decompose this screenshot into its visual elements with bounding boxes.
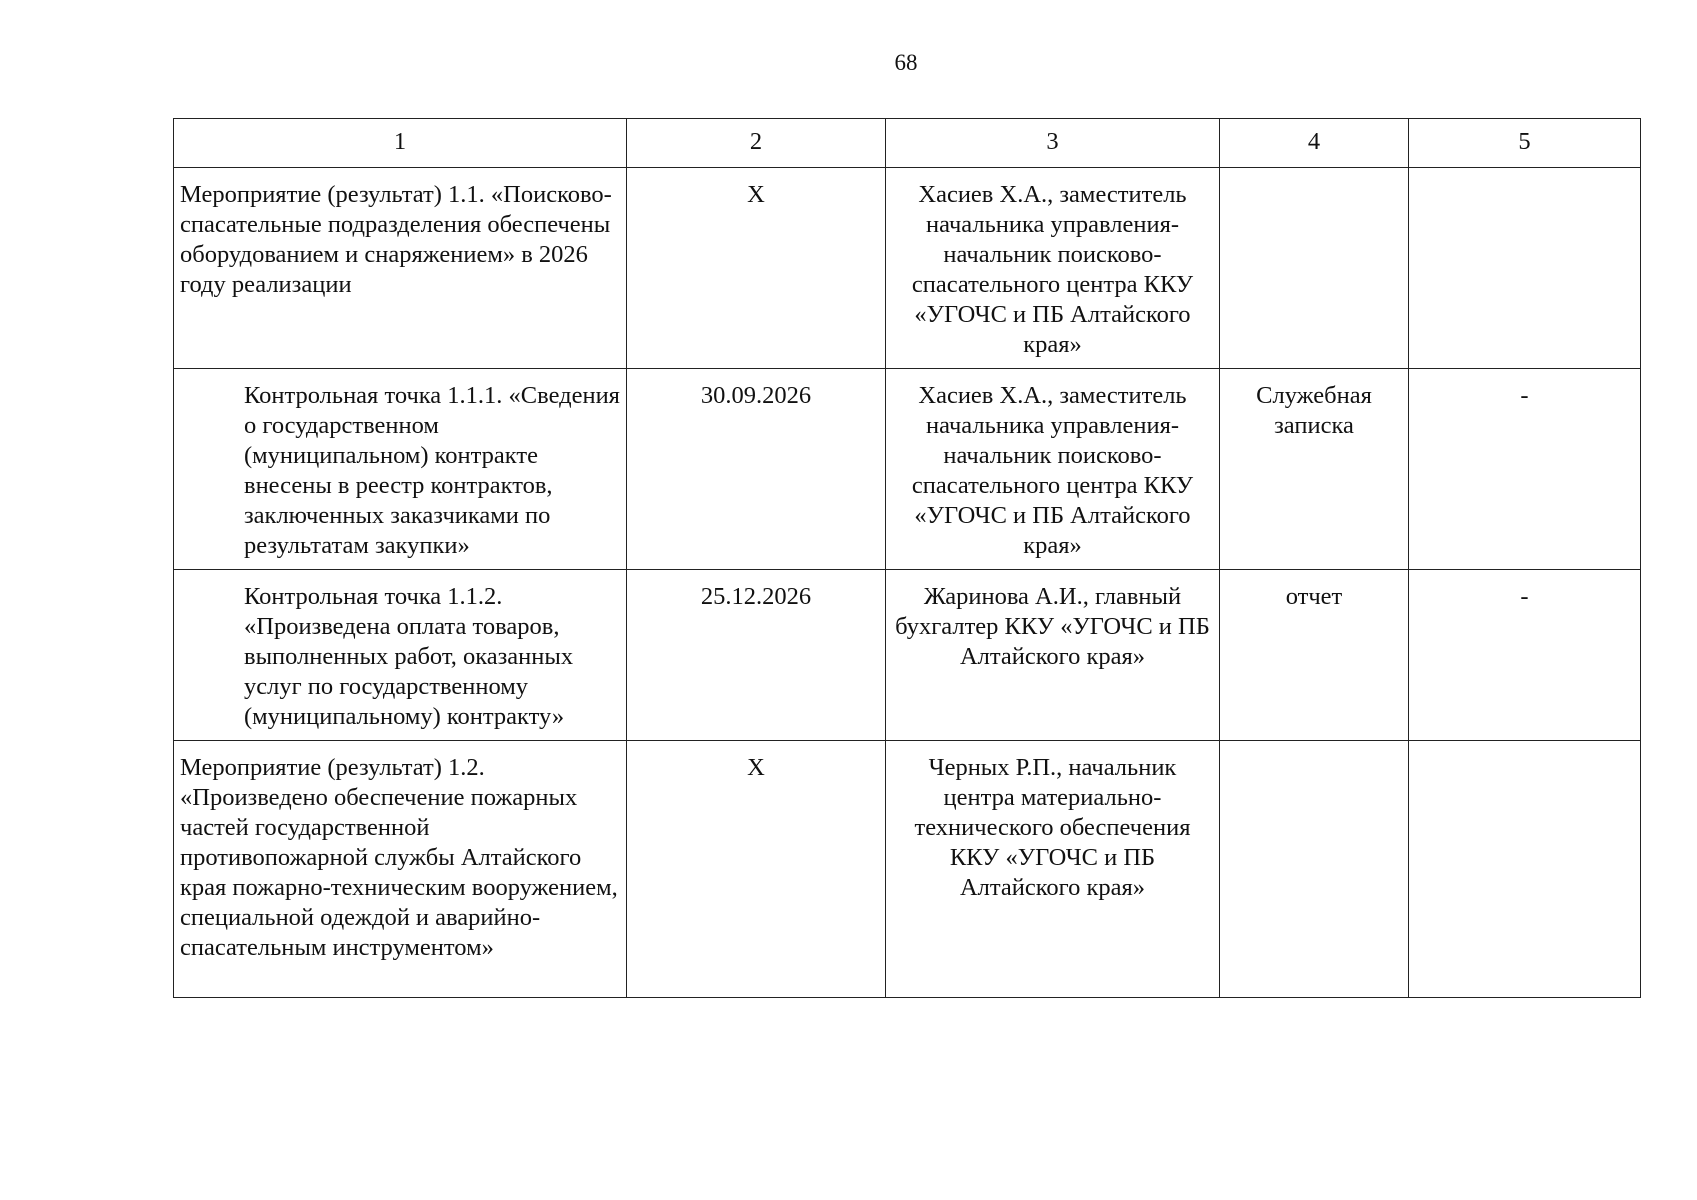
plan-table [173, 118, 1641, 998]
page-number: 68 [894, 50, 918, 75]
header-cell-5: 5 [1409, 119, 1641, 168]
control-point-cell: Контрольная точка 1.1.1. «Сведения о государственном (муниципальном) контракте внесены в реестр контрактов, заключенных заказчиками по результатам закупки» [174, 369, 627, 570]
table-row [174, 741, 1641, 998]
responsible-cell: Хасиев Х.А., заместитель начальника управления-начальник поисково-спасательного центра ККУ «УГОЧС и ПБ Алтайского края» [886, 168, 1220, 369]
document-cell [1220, 741, 1409, 998]
table-header-row [174, 119, 1641, 168]
document-cell [1220, 168, 1409, 369]
date-cell: 25.12.2026 [627, 570, 886, 741]
document-cell: Служебная записка [1220, 369, 1409, 570]
date-cell: 30.09.2026 [627, 369, 886, 570]
info-cell: - [1409, 369, 1641, 570]
date-cell: Х [627, 168, 886, 369]
info-cell [1409, 168, 1641, 369]
date-cell: Х [627, 741, 886, 998]
info-cell [1409, 741, 1641, 998]
event-cell: Мероприятие (результат) 1.2. «Произведено обеспечение пожарных частей государственной противопожарной службы Алтайского края пожарно-техническим вооружением, специальной одеждой и аварийно-спасательным инструментом» [174, 741, 627, 998]
header-cell-1: 1 [174, 119, 627, 168]
header-cell-4: 4 [1220, 119, 1409, 168]
table-row [174, 369, 1641, 570]
responsible-cell: Хасиев Х.А., заместитель начальника управления-начальник поисково-спасательного центра ККУ «УГОЧС и ПБ Алтайского края» [886, 369, 1220, 570]
document-cell: отчет [1220, 570, 1409, 741]
table-row [174, 570, 1641, 741]
responsible-cell: Черных Р.П., начальник центра материально-технического обеспечения ККУ «УГОЧС и ПБ Алтайского края» [886, 741, 1220, 998]
header-cell-3: 3 [886, 119, 1220, 168]
table-row [174, 168, 1641, 369]
header-cell-2: 2 [627, 119, 886, 168]
info-cell: - [1409, 570, 1641, 741]
responsible-cell: Жаринова А.И., главный бухгалтер ККУ «УГОЧС и ПБ Алтайского края» [886, 570, 1220, 741]
event-cell: Мероприятие (результат) 1.1. «Поисково-спасательные подразделения обеспечены оборудованием и снаряжением» в 2026 году реализации [174, 168, 627, 369]
control-point-cell: Контрольная точка 1.1.2. «Произведена оплата товаров, выполненных работ, оказанных услуг по государственному (муниципальному) контракту» [174, 570, 627, 741]
